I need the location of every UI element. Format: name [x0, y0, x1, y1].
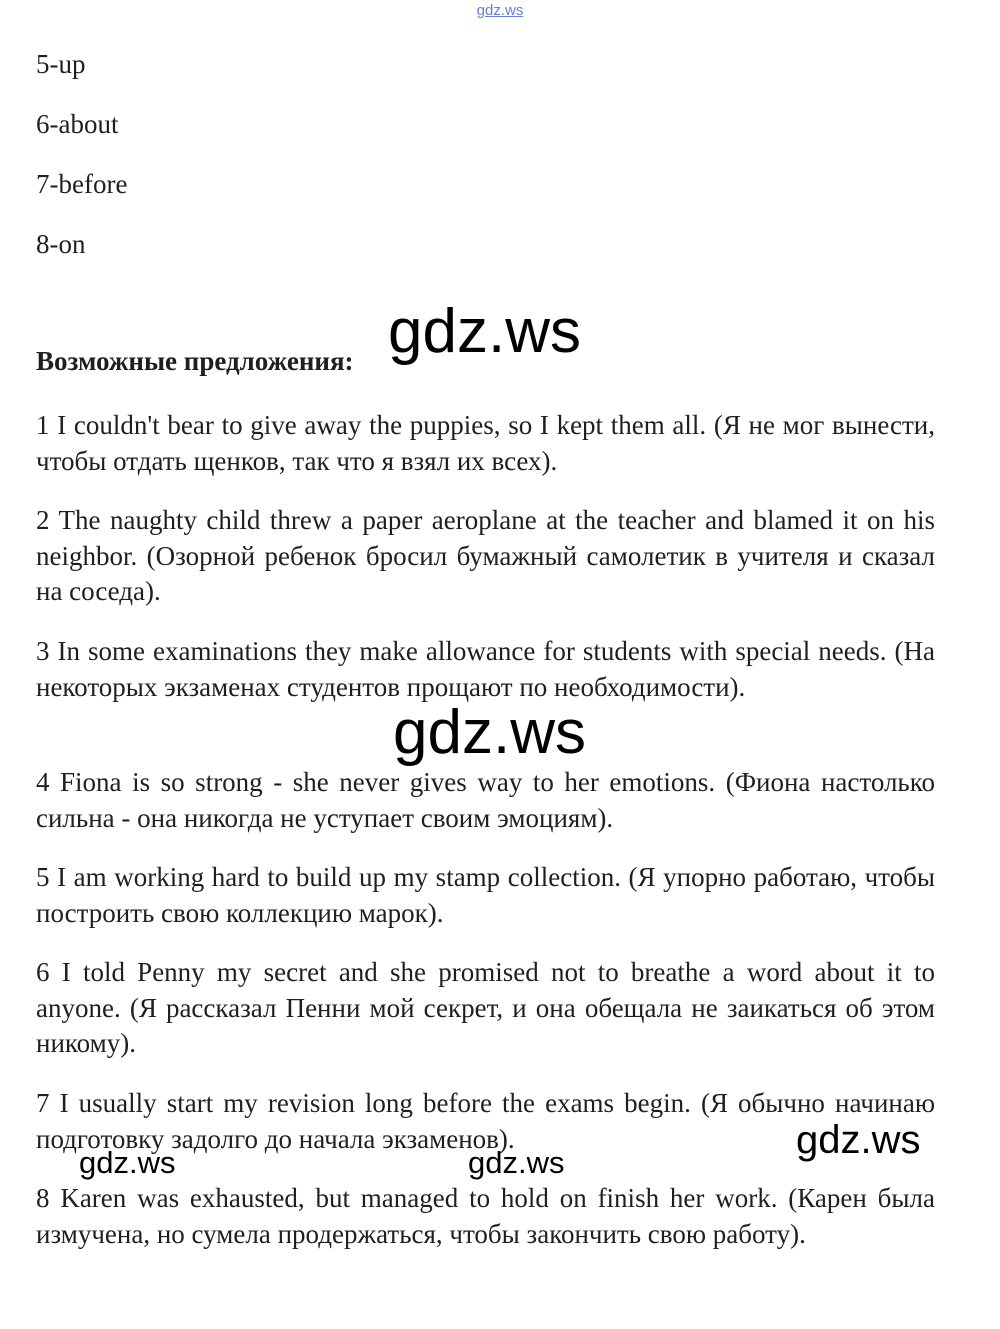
answer-item: 5-up: [36, 49, 86, 79]
sentence-5: 5 I am working hard to build up my stamp collection. (Я упорно работаю, чтобы построить свою коллекцию марок).: [36, 862, 935, 928]
sentence-2: 2 The naughty child threw a paper aeroplane at the teacher and blamed it on his neighbor. (Озорной ребенок бросил бумажный самолетик в учителя и сказал на соседа).: [36, 505, 935, 606]
sentence-3: 3 In some examinations they make allowance for students with special needs. (На некоторых экзаменах студентов прощают по необходимости).: [36, 636, 935, 702]
watermark: gdz.ws: [388, 297, 581, 366]
watermark: gdz.ws: [468, 1145, 565, 1180]
answer-item: 7-before: [36, 169, 128, 199]
watermark: gdz.ws: [393, 698, 586, 767]
answer-list: [36, 46, 127, 286]
watermark: gdz.ws: [79, 1145, 176, 1180]
sentence-6: 6 I told Penny my secret and she promised not to breathe a word about it to anyone. (Я рассказал Пенни мой секрет, и она обещала не заикаться об этом никому).: [36, 957, 935, 1058]
answer-item: 8-on: [36, 229, 86, 259]
sentence-1: 1 I couldn't bear to give away the puppies, so I kept them all. (Я не мог вынести, чтобы отдать щенков, так что я взял их всех).: [36, 410, 935, 476]
sentence-8: 8 Karen was exhausted, but managed to hold on finish her work. (Карен была измучена, но сумела продержаться, чтобы закончить свою работу).: [36, 1183, 935, 1249]
watermark-link[interactable]: gdz.ws: [476, 2, 524, 19]
section-heading: Возможные предложения:: [36, 346, 354, 376]
sentence-7: 7 I usually start my revision long before the exams begin. (Я обычно начинаю подготовку задолго до начала экзаменов).: [36, 1088, 935, 1154]
watermark: gdz.ws: [796, 1118, 921, 1162]
sentence-4: 4 Fiona is so strong - she never gives way to her emotions. (Фиона настолько сильна - она никогда не уступает своим эмоциям).: [36, 767, 935, 833]
answer-item: 6-about: [36, 109, 119, 139]
